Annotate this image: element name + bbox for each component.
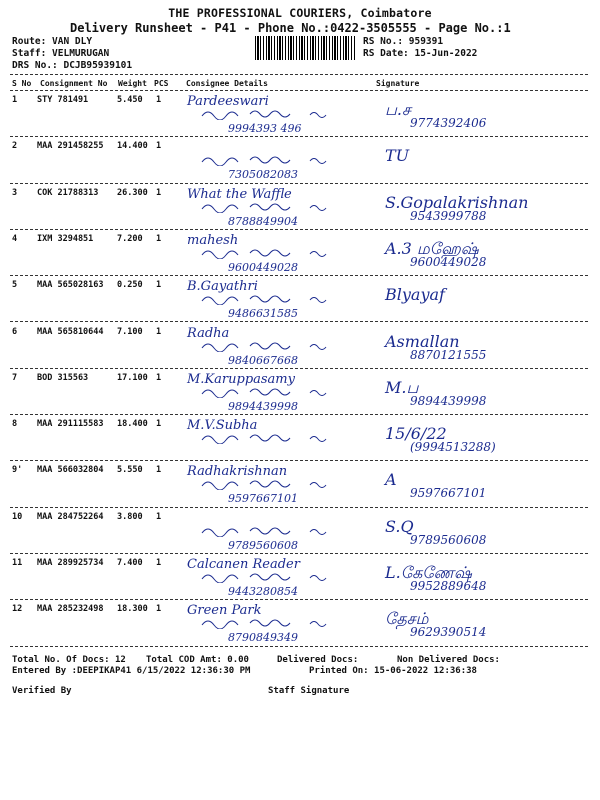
row-sno: 4 — [12, 233, 18, 244]
consignee-name: Radha — [187, 325, 230, 341]
row-consignment: COK 21788313 — [37, 187, 99, 198]
signature-phone: 9894439998 — [410, 393, 487, 408]
total-docs: Total No. Of Docs: 12 — [12, 655, 126, 665]
table-row — [0, 138, 600, 191]
signature-mark: Blyayaf — [385, 285, 445, 305]
row-pcs: 1 — [156, 419, 162, 430]
handwriting-scribble — [200, 293, 350, 305]
consignee-name: mahesh — [187, 232, 239, 248]
row-consignment: MAA 565028163 — [37, 280, 104, 291]
row-weight: 26.300 — [117, 187, 148, 198]
consignee-name: B.Gayathri — [187, 279, 258, 295]
handwriting-scribble — [200, 525, 350, 537]
handwriting-scribble — [200, 340, 350, 352]
document-title: THE PROFESSIONAL COURIERS, Coimbatore — [168, 6, 432, 20]
table-row — [0, 277, 600, 330]
row-weight: 0.250 — [117, 280, 143, 291]
col-sno: S No — [12, 79, 32, 88]
row-sno: 10 — [12, 511, 23, 522]
row-divider — [10, 414, 588, 415]
row-sno: 9' — [12, 465, 23, 476]
consignee-phone: 9789560608 — [228, 538, 298, 552]
row-divider — [10, 368, 588, 369]
row-divider — [10, 321, 588, 322]
signature-phone: 9629390514 — [410, 625, 487, 640]
handwriting-scribble — [200, 571, 350, 583]
signature-mark: TU — [385, 146, 410, 166]
row-divider — [10, 553, 588, 554]
row-consignment: MAA 291458255 — [37, 141, 104, 152]
row-divider — [10, 507, 588, 508]
consignee-phone: 9600449028 — [228, 260, 298, 274]
total-cod: Total COD Amt: 0.00 — [146, 655, 249, 665]
row-sno: 7 — [12, 372, 18, 383]
row-weight: 7.100 — [117, 326, 143, 337]
consignee-name: Calcanen Reader — [187, 557, 300, 572]
table-row — [0, 555, 600, 608]
delivered-docs: Delivered Docs: — [277, 655, 359, 665]
table-row — [0, 370, 600, 423]
route-label: Route: VAN DLY — [12, 36, 93, 47]
row-divider — [10, 460, 588, 461]
row-weight: 5.450 — [117, 95, 143, 105]
printed-on: Printed On: 15-06-2022 12:36:38 — [309, 666, 477, 676]
consignee-name: Pardeeswari — [187, 94, 269, 109]
consignee-name: What the Waffle — [187, 186, 292, 202]
drs-number: DRS No.: DCJB95939101 — [12, 60, 133, 71]
signature-phone: 9600449028 — [410, 254, 487, 269]
row-pcs: 1 — [156, 95, 162, 105]
signature-phone: 9789560608 — [410, 532, 487, 547]
handwriting-scribble — [200, 478, 350, 490]
row-sno: 1 — [12, 95, 18, 105]
col-weight: Weight — [118, 79, 147, 88]
signature-phone: 9774392406 — [410, 116, 487, 130]
table-row — [0, 231, 600, 284]
row-weight: 5.550 — [117, 465, 143, 476]
table-row — [0, 509, 600, 562]
consignee-phone: 9486631585 — [228, 307, 298, 321]
signature-mark: M.ப — [385, 377, 419, 397]
handwriting-scribble — [200, 617, 350, 629]
signature-mark: A — [385, 470, 397, 490]
handwriting-scribble — [200, 201, 350, 213]
row-pcs: 1 — [156, 558, 162, 568]
consignee-phone: 9443280854 — [228, 585, 298, 598]
consignee-name: M.V.Subha — [187, 418, 258, 434]
consignee-phone: 7305082083 — [228, 168, 298, 182]
row-weight: 14.400 — [117, 141, 148, 152]
handwriting-scribble — [200, 386, 350, 398]
signature-phone: 8870121555 — [410, 347, 487, 362]
row-sno: 6 — [12, 326, 18, 337]
row-pcs: 1 — [156, 604, 162, 615]
row-consignment: STY 781491 — [37, 95, 89, 105]
signature-mark: 15/6/22 — [385, 424, 447, 444]
consignee-name: Green Park — [187, 603, 262, 619]
row-weight: 3.800 — [117, 511, 143, 522]
row-sno: 8 — [12, 419, 18, 430]
non-delivered-docs: Non Delivered Docs: — [397, 655, 500, 665]
row-sno: 11 — [12, 558, 23, 568]
header-rule — [10, 74, 588, 75]
handwriting-scribble — [200, 432, 350, 444]
staff-signature-label: Staff Signature — [268, 686, 350, 696]
rs-date: RS Date: 15-Jun-2022 — [363, 48, 478, 59]
row-divider — [10, 646, 588, 647]
row-sno: 5 — [12, 280, 18, 291]
row-consignment: MAA 565810644 — [37, 326, 104, 337]
row-divider — [10, 229, 588, 230]
row-divider — [10, 599, 588, 600]
row-divider — [10, 275, 588, 276]
consignee-phone: 9894439998 — [228, 399, 298, 413]
signature-phone: 9597667101 — [410, 486, 487, 501]
row-pcs: 1 — [156, 280, 162, 291]
verified-by: Verified By — [12, 686, 72, 696]
signature-mark: S.Q — [385, 516, 414, 536]
row-sno: 12 — [12, 604, 23, 615]
signature-phone: 9952889648 — [410, 579, 487, 593]
row-weight: 18.400 — [117, 419, 148, 430]
staff-label: Staff: VELMURUGAN — [12, 48, 110, 59]
handwriting-scribble — [200, 247, 350, 259]
row-pcs: 1 — [156, 233, 162, 244]
consignee-phone: 8790849349 — [228, 631, 298, 645]
barcode — [255, 36, 355, 60]
table-row — [0, 601, 600, 654]
row-consignment: MAA 284752264 — [37, 511, 104, 522]
row-weight: 7.400 — [117, 558, 143, 568]
row-pcs: 1 — [156, 465, 162, 476]
consignee-name: Radhakrishnan — [187, 464, 288, 480]
row-sno: 3 — [12, 187, 18, 198]
signature-mark: S.Gopalakrishnan — [385, 192, 529, 212]
row-pcs: 1 — [156, 511, 162, 522]
row-weight: 17.100 — [117, 372, 148, 383]
table-row — [0, 462, 600, 515]
header-rule-bottom — [10, 90, 588, 91]
col-consignee: Consignee Details — [186, 79, 268, 88]
table-row — [0, 324, 600, 377]
row-pcs: 1 — [156, 372, 162, 383]
signature-phone: (9994513288) — [410, 440, 496, 455]
consignee-name: M.Karuppasamy — [187, 371, 295, 387]
row-divider — [10, 183, 588, 184]
handwriting-scribble — [200, 108, 350, 120]
entered-by: Entered By :DEEPIKAP41 6/15/2022 12:36:30 PM — [12, 666, 251, 676]
consignee-phone: 9994393 496 — [228, 122, 302, 135]
table-row — [0, 185, 600, 238]
signature-mark: தேசம் — [385, 609, 429, 629]
consignee-phone: 9597667101 — [228, 492, 298, 506]
signature-mark: Asmallan — [385, 331, 460, 351]
row-consignment: MAA 291115583 — [37, 419, 104, 430]
consignee-phone: 9840667668 — [228, 353, 298, 367]
signature-mark: ப.ச — [385, 100, 411, 119]
consignee-phone: 8788849904 — [228, 214, 298, 228]
col-pcs: PCS — [154, 79, 169, 88]
row-consignment: BOD 315563 — [37, 372, 89, 383]
row-consignment: MAA 566032804 — [37, 465, 104, 476]
runsheet-subtitle: Delivery Runsheet - P41 - Phone No.:0422-3505555 - Page No.:1 — [70, 21, 511, 35]
row-consignment: IXM 3294851 — [37, 233, 94, 244]
signature-mark: L.கேணேஷ் — [385, 563, 472, 582]
row-consignment: MAA 289925734 — [37, 558, 104, 568]
row-weight: 7.200 — [117, 233, 143, 244]
rs-number: RS No.: 959391 — [363, 36, 444, 47]
row-pcs: 1 — [156, 141, 162, 152]
table-row — [0, 92, 600, 145]
col-signature: Signature — [376, 79, 420, 88]
row-pcs: 1 — [156, 187, 162, 198]
signature-phone: 9543999788 — [410, 208, 487, 223]
signature-mark: A.3 மஹேஷ் — [385, 238, 479, 258]
row-consignment: MAA 285232498 — [37, 604, 104, 615]
handwriting-scribble — [200, 154, 350, 166]
row-pcs: 1 — [156, 326, 162, 337]
row-sno: 2 — [12, 141, 18, 152]
col-consignment: Consignment No — [40, 79, 108, 88]
row-divider — [10, 136, 588, 137]
row-weight: 18.300 — [117, 604, 148, 615]
table-row — [0, 416, 600, 469]
